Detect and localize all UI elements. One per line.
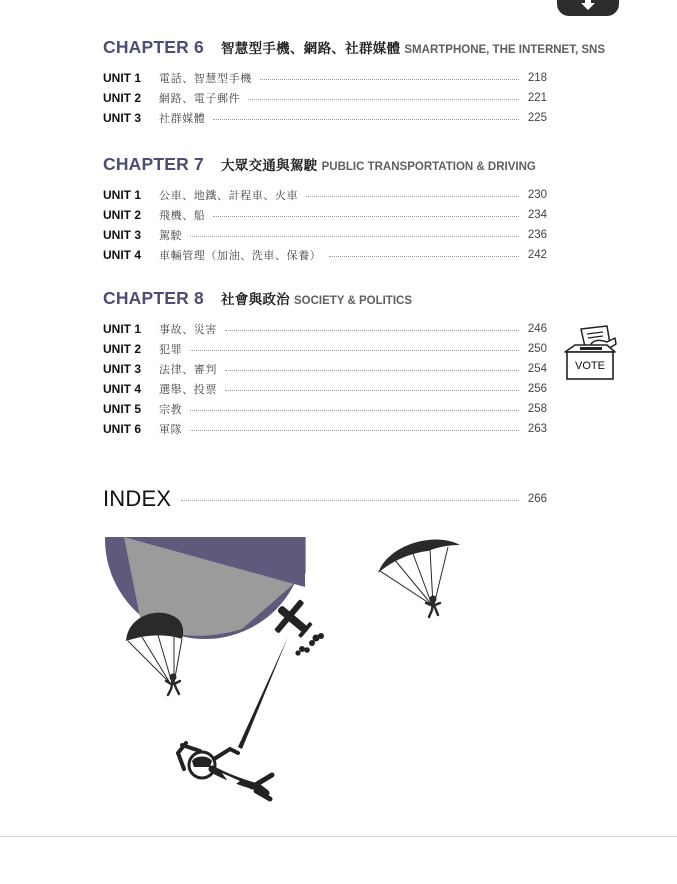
chapter-6 bbox=[103, 37, 606, 128]
unit-title: 宗教 bbox=[159, 403, 183, 416]
page-number: 258 bbox=[527, 403, 547, 415]
bottom-divider bbox=[0, 836, 677, 837]
toc-entry[interactable] bbox=[103, 108, 547, 128]
page-number: 242 bbox=[527, 249, 547, 261]
dot-leader bbox=[248, 98, 519, 100]
chapter-heading bbox=[103, 37, 606, 61]
unit-list bbox=[103, 185, 553, 265]
dot-leader bbox=[225, 369, 519, 371]
unit-title: 飛機、船 bbox=[159, 209, 206, 222]
unit-label: UNIT 6 bbox=[103, 422, 142, 436]
unit-label: UNIT 1 bbox=[103, 71, 142, 85]
unit-title: 軍隊 bbox=[159, 423, 183, 436]
unit-label: UNIT 1 bbox=[103, 188, 142, 202]
unit-title: 網路、電子郵件 bbox=[159, 92, 241, 105]
chapter-heading bbox=[103, 288, 553, 312]
dot-leader bbox=[190, 349, 519, 351]
page-number: 234 bbox=[527, 209, 547, 221]
unit-label: UNIT 5 bbox=[103, 402, 142, 416]
unit-label: UNIT 2 bbox=[103, 91, 142, 105]
index-entry[interactable] bbox=[103, 486, 547, 512]
unit-label: UNIT 1 bbox=[103, 322, 142, 336]
unit-label: UNIT 3 bbox=[103, 228, 142, 242]
chapter-title-zh: 智慧型手機、網路、社群媒體 bbox=[220, 41, 401, 57]
toc-entry[interactable] bbox=[103, 419, 547, 439]
index-page-number: 266 bbox=[527, 493, 547, 505]
page-number: 236 bbox=[527, 229, 547, 241]
toc-entry[interactable] bbox=[103, 205, 547, 225]
page-number: 221 bbox=[527, 92, 547, 104]
page-number: 256 bbox=[527, 383, 547, 395]
dot-leader bbox=[190, 235, 519, 237]
chapter-heading bbox=[103, 154, 553, 178]
page-number: 263 bbox=[527, 423, 547, 435]
unit-title: 選舉、投票 bbox=[159, 383, 217, 396]
unit-title: 法律、審判 bbox=[159, 363, 217, 376]
vote-label: VOTE bbox=[575, 360, 605, 372]
dot-leader bbox=[190, 429, 519, 431]
page-number: 250 bbox=[527, 343, 547, 355]
toc-entry[interactable] bbox=[103, 88, 547, 108]
ballot-box-icon bbox=[563, 325, 617, 385]
toc-entry[interactable] bbox=[103, 68, 547, 88]
page-number: 230 bbox=[527, 189, 547, 201]
unit-list bbox=[103, 319, 553, 439]
dot-leader bbox=[190, 409, 519, 411]
toc-entry[interactable] bbox=[103, 225, 547, 245]
unit-label: UNIT 3 bbox=[103, 111, 142, 125]
chapter-8 bbox=[103, 288, 553, 439]
unit-label: UNIT 4 bbox=[103, 248, 142, 262]
page-number: 218 bbox=[527, 72, 547, 84]
chapter-title-en: SOCIETY & POLITICS bbox=[293, 295, 412, 307]
unit-title: 電話、智慧型手機 bbox=[159, 72, 252, 85]
chapter-title-en: PUBLIC TRANSPORTATION & DRIVING bbox=[321, 161, 536, 173]
dot-leader bbox=[213, 118, 519, 120]
dot-leader bbox=[213, 215, 519, 217]
toc-entry[interactable] bbox=[103, 399, 547, 419]
chapter-number: CHAPTER 7 bbox=[103, 154, 204, 174]
page-number: 225 bbox=[527, 112, 547, 124]
dot-leader bbox=[225, 389, 519, 391]
toc-entry[interactable] bbox=[103, 185, 547, 205]
chapter-7 bbox=[103, 154, 553, 265]
unit-title: 車輛管理（加油、洗車、保養） bbox=[159, 249, 322, 262]
chapter-title-zh: 大眾交通與駕駛 bbox=[220, 158, 318, 174]
arrow-down-icon bbox=[581, 0, 595, 10]
index-title: INDEX bbox=[103, 486, 172, 511]
toc-entry[interactable] bbox=[103, 339, 547, 359]
dot-leader bbox=[225, 329, 519, 331]
unit-title: 社群媒體 bbox=[159, 112, 206, 125]
page-number: 246 bbox=[527, 323, 547, 335]
toc-entry[interactable] bbox=[103, 245, 547, 265]
skydiving-scene-icon bbox=[102, 537, 482, 821]
unit-title: 犯罪 bbox=[159, 343, 183, 356]
chapter-number: CHAPTER 8 bbox=[103, 288, 204, 308]
chapter-title-zh: 社會與政治 bbox=[220, 292, 290, 308]
unit-title: 事故、災害 bbox=[159, 323, 217, 336]
unit-title: 駕駛 bbox=[159, 229, 183, 242]
toc-entry[interactable] bbox=[103, 379, 547, 399]
chapter-number: CHAPTER 6 bbox=[103, 37, 204, 57]
toc-entry[interactable] bbox=[103, 359, 547, 379]
unit-title: 公車、地鐵、計程車、火車 bbox=[159, 189, 299, 202]
unit-label: UNIT 4 bbox=[103, 382, 142, 396]
dot-leader bbox=[260, 78, 519, 80]
page-tab bbox=[557, 0, 619, 16]
chapter-title-en: SMARTPHONE, THE INTERNET, SNS bbox=[404, 44, 606, 56]
unit-label: UNIT 2 bbox=[103, 342, 142, 356]
unit-label: UNIT 3 bbox=[103, 362, 142, 376]
page-number: 254 bbox=[527, 363, 547, 375]
unit-label: UNIT 2 bbox=[103, 208, 142, 222]
dot-leader bbox=[306, 195, 519, 197]
unit-list bbox=[103, 68, 553, 128]
dot-leader bbox=[181, 499, 519, 501]
dot-leader bbox=[329, 255, 519, 257]
toc-entry[interactable] bbox=[103, 319, 547, 339]
